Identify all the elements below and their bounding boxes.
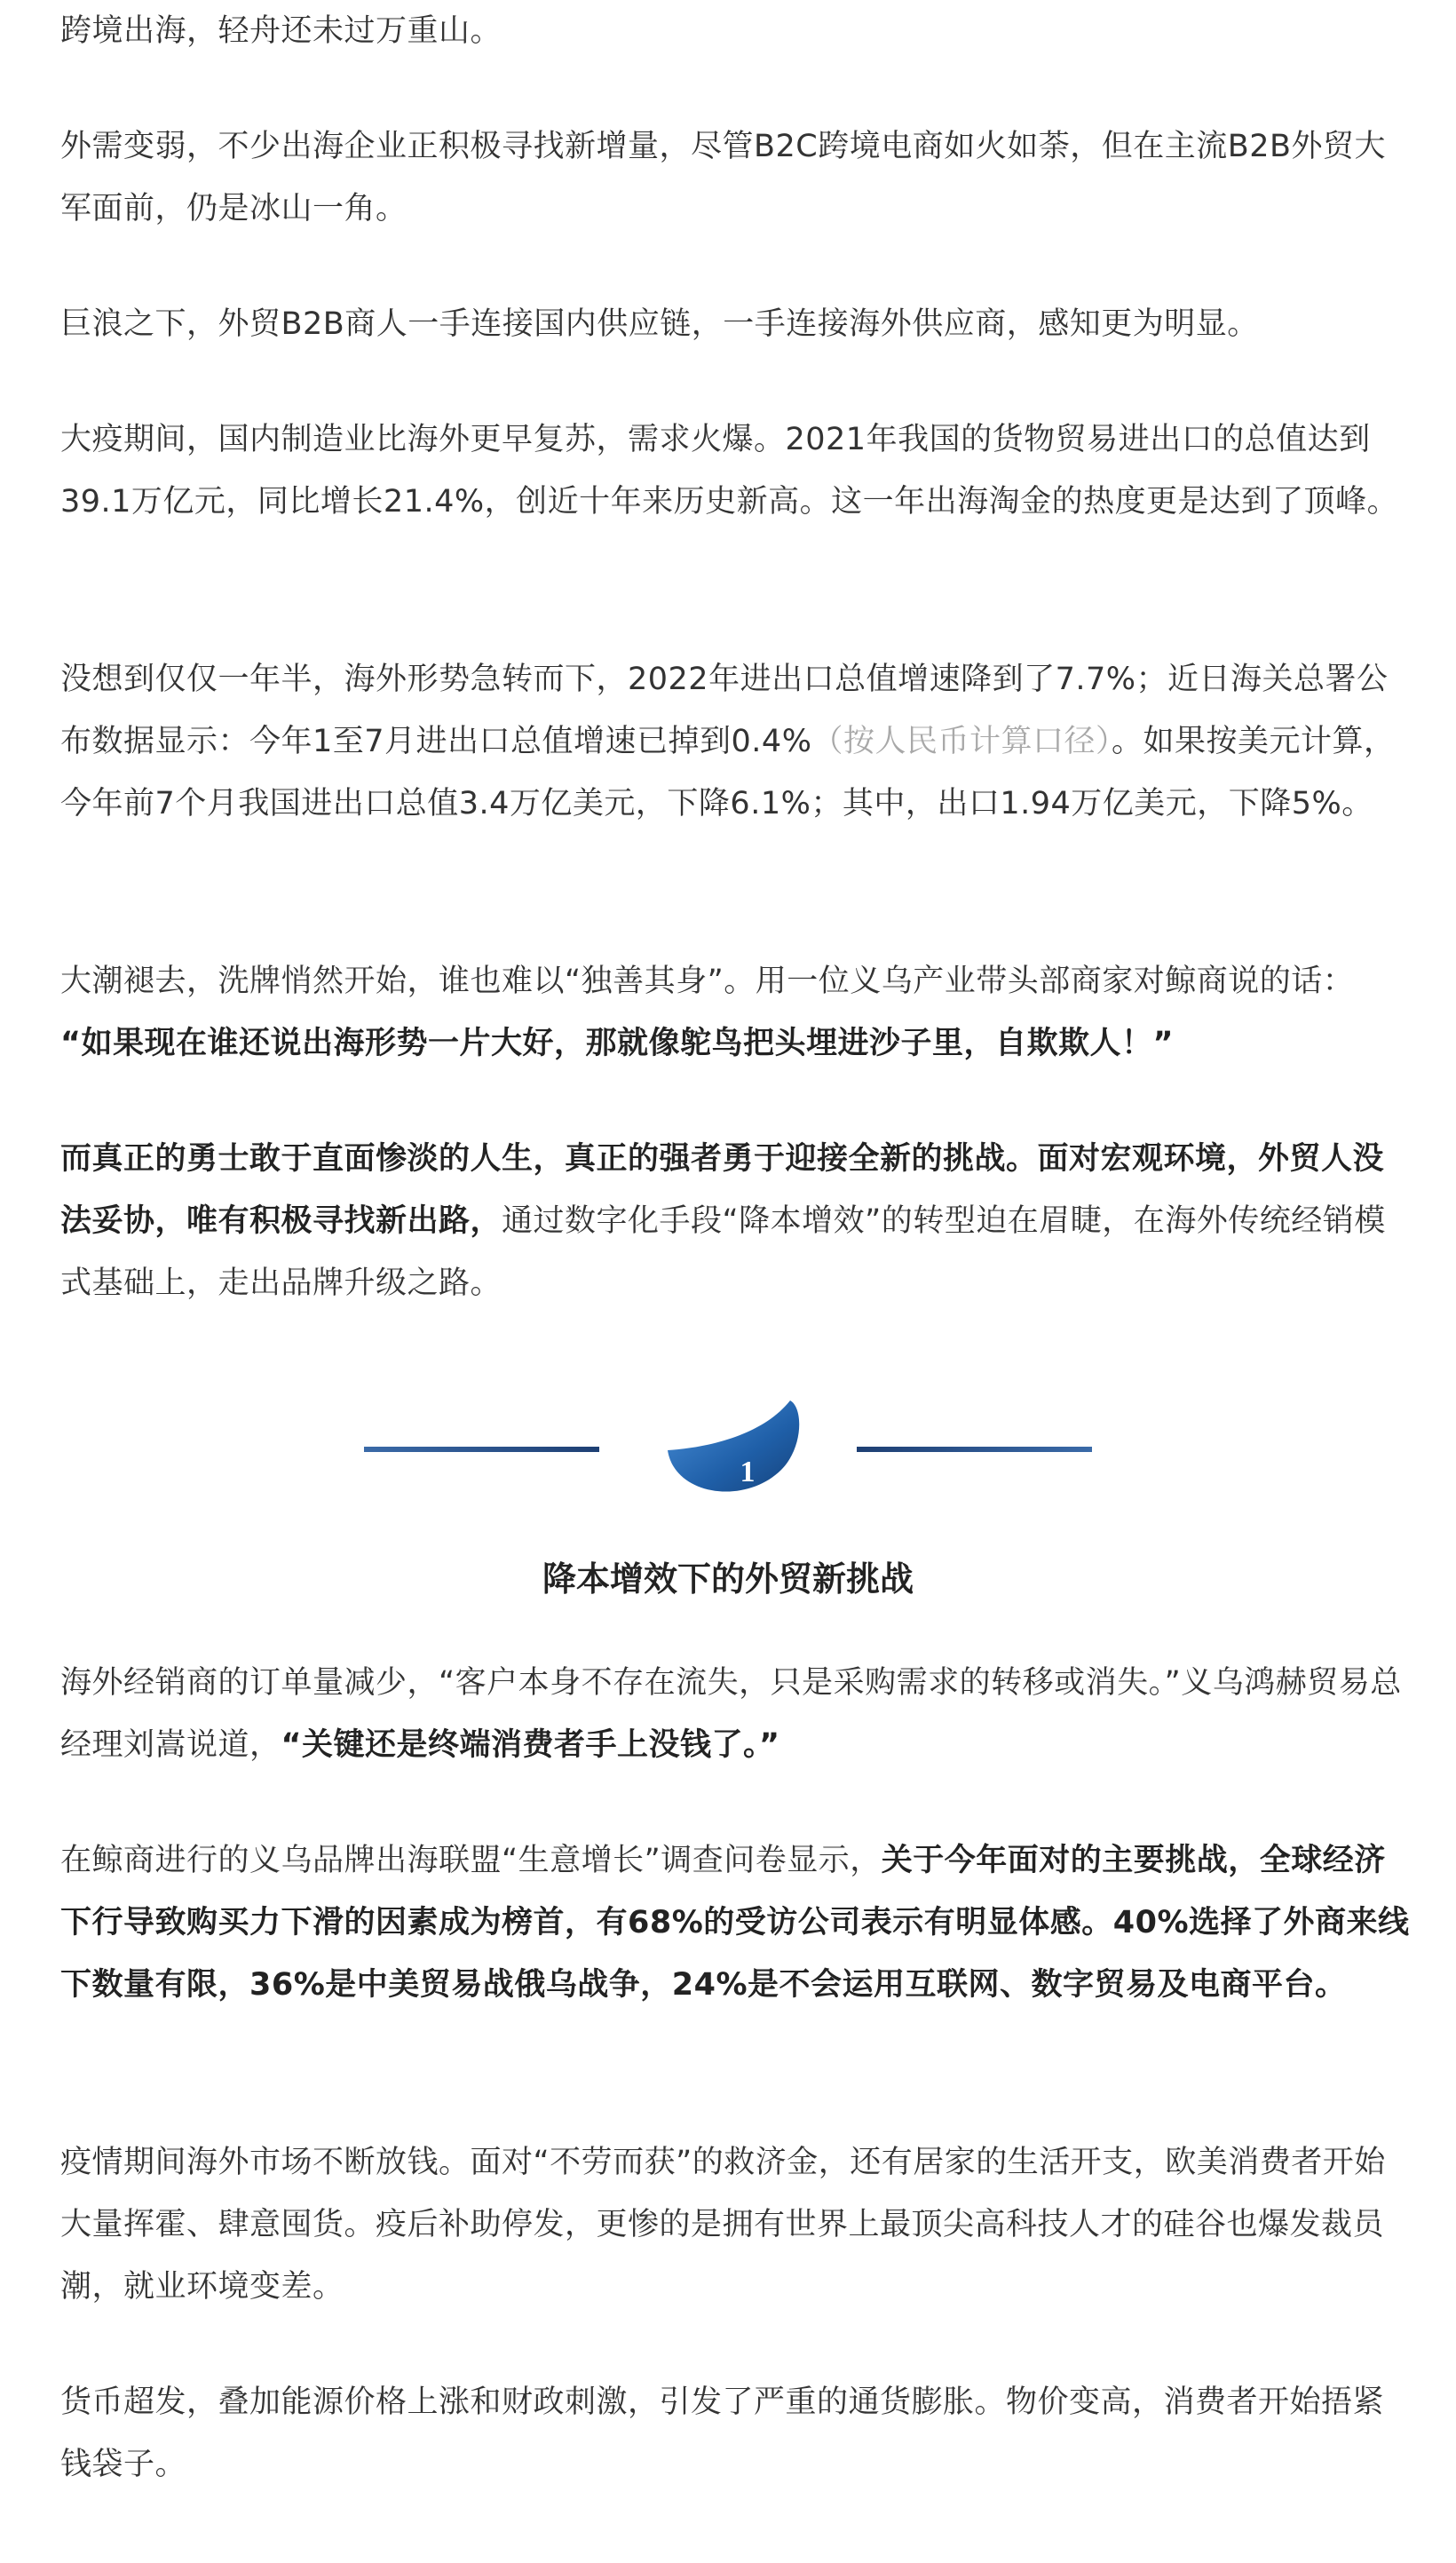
paragraph-orders-text: 海外经销商的订单量减少，“客户本身不存在流失，只是采购需求的转移或消失。”义乌鸿赫贸易总经理刘嵩说道， xyxy=(60,1665,1402,1763)
currency-note: （按人民币计算口径） xyxy=(811,724,1112,759)
paragraph-stimulus: 疫情期间海外市场不断放钱。面对“不劳而获”的救济金，还有居家的生活开支，欧美消费者开始大量挥霍、肆意囤货。疫后补助停发，更惨的是拥有世界上最顶尖高科技人才的硅谷也爆发裁员潮，就业环境变差。 xyxy=(60,2145,1386,2305)
section-title: 降本增效下的外贸新挑战 xyxy=(542,1559,914,1599)
paragraph-orders xyxy=(60,1652,1410,1776)
paragraph-challenge-text: 通过数字化手段“降本增效”的转型迫在眉睫，在海外传统经销模式基础上，走出品牌升级之路。 xyxy=(60,1203,1386,1301)
paragraph-survey xyxy=(60,1829,1410,2016)
manager-quote: “关键还是终端消费者手上没钱了。” xyxy=(281,1727,780,1763)
paragraph-challenge xyxy=(60,1128,1410,1314)
paragraph-2022-stats xyxy=(60,648,1410,835)
divider-line-left xyxy=(364,1447,599,1452)
paragraph-inflation: 货币超发，叠加能源价格上涨和财政刺激，引发了严重的通货膨胀。物价变高，消费者开始捂紧钱袋子。 xyxy=(60,2384,1385,2482)
paragraph-demand: 外需变弱，不少出海企业正积极寻找新增量，尽管B2C跨境电商如火如荼，但在主流B2B外贸大军面前，仍是冰山一角。 xyxy=(60,129,1387,226)
paragraph-intro: 跨境出海，轻舟还未过万重山。 xyxy=(60,13,502,49)
paragraph-survey-text: 在鲸商进行的义乌品牌出海联盟“生意增长”调查问卷显示， xyxy=(60,1843,882,1878)
paragraph-reshuffle-text: 大潮褪去，洗牌悄然开始，谁也难以“独善其身”。用一位义乌产业带头部商家对鲸商说的话： xyxy=(60,964,1355,999)
badge-shape xyxy=(668,1401,799,1492)
merchant-quote: “如果现在谁还说出海形势一片大好，那就像鸵鸟把头埋进沙子里，自欺欺人！” xyxy=(60,1026,1175,1061)
paragraph-2022-text-b: 。如果按美元计算，今年前7个月我国进出口总值3.4万亿美元，下降6.1%；其中，出口1.94万亿美元，下降5%。 xyxy=(60,724,1396,821)
paragraph-reshuffle xyxy=(60,950,1410,1075)
section-header-graphic xyxy=(0,1363,1456,1541)
paragraph-2022-text-a: 没想到仅仅一年半，海外形势急转而下，2022年进出口总值增速降到了7.7%；近日海关总署公布数据显示：今年1至7月进出口总值增速已掉到0.4% xyxy=(60,662,1389,759)
section-divider-icon xyxy=(0,1363,1456,1541)
paragraph-challenge-bold: 而真正的勇士敢于直面惨淡的人生，真正的强者勇于迎接全新的挑战。面对宏观环境，外贸人没法妥协，唯有积极寻找新出路， xyxy=(60,1141,1385,1239)
paragraph-2021-stats: 大疫期间，国内制造业比海外更早复苏，需求火爆。2021年我国的货物贸易进出口的总值达到39.1万亿元，同比增长21.4%，创近十年来历史新高。这一年出海淘金的热度更是达到了顶峰。 xyxy=(60,422,1399,520)
paragraph-b2b: 巨浪之下，外贸B2B商人一手连接国内供应链，一手连接海外供应商，感知更为明显。 xyxy=(60,306,1259,342)
divider-line-right xyxy=(857,1447,1092,1452)
survey-results: 关于今年面对的主要挑战，全球经济下行导致购买力下滑的因素成为榜首，有68%的受访公司表示有明显体感。40%选择了外商来线下数量有限，36%是中美贸易战俄乌战争，24%是不会运用互联网、数字贸易及电商平台。 xyxy=(60,1843,1410,2003)
section-number: 1 xyxy=(740,1456,756,1488)
